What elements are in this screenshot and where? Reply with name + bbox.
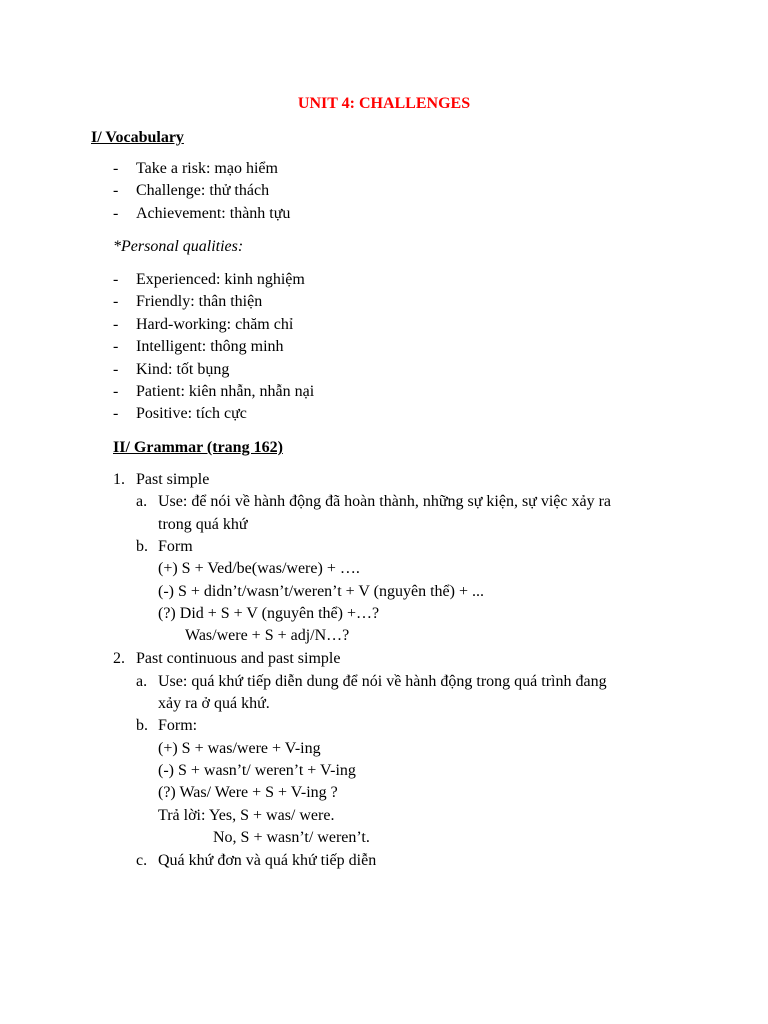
qualities-list (113, 269, 314, 426)
list-item (113, 158, 290, 180)
quality-item: Intelligent: thông minh (136, 338, 284, 356)
list-dash: - (113, 315, 119, 333)
quality-item: Patient: kiên nhẫn, nhẫn nại (136, 382, 315, 400)
list-dash: - (113, 204, 119, 222)
list-dash: - (113, 405, 119, 423)
list-item (113, 336, 314, 358)
grammar-line: Quá khứ đơn và quá khứ tiếp diễn (158, 852, 377, 869)
list-dash: - (113, 360, 119, 378)
part-letter: c. (136, 852, 148, 869)
section-number: 1. (113, 471, 125, 488)
list-item (113, 381, 314, 403)
grammar-line: (-) S + didn’t/wasn’t/weren’t + V (nguyên thể) + ... (158, 583, 484, 600)
section-number: 2. (113, 650, 125, 667)
vocabulary-item: Achievement: thành tựu (136, 204, 291, 222)
list-dash: - (113, 182, 119, 200)
part-letter: a. (136, 673, 148, 690)
grammar-line: No, S + wasn’t/ weren’t. (213, 829, 370, 846)
grammar-line: Use: để nói về hành động đã hoàn thành, những sự kiện, sự việc xảy ra (158, 493, 612, 510)
list-item (113, 359, 314, 381)
list-dash: - (113, 293, 119, 311)
grammar-line: Trả lời: Yes, S + was/ were. (158, 807, 335, 824)
list-dash: - (113, 382, 119, 400)
grammar-line: Was/were + S + adj/N…? (185, 627, 350, 644)
grammar-heading: II/ Grammar (trang 162) (113, 439, 283, 456)
grammar-line: (?) Was/ Were + S + V-ing ? (158, 784, 338, 801)
vocabulary-item: Challenge: thử thách (136, 182, 270, 200)
personal-qualities-label: *Personal qualities: (113, 238, 244, 255)
grammar-line: (+) S + was/were + V-ing (158, 740, 321, 757)
list-item (113, 269, 314, 291)
list-dash: - (113, 160, 119, 177)
part-letter: b. (136, 538, 148, 555)
quality-item: Kind: tốt bụng (136, 360, 230, 378)
list-item (113, 314, 314, 336)
section-title: Past simple (136, 471, 210, 488)
list-dash: - (113, 271, 119, 288)
grammar-line: trong quá khứ (158, 516, 248, 533)
list-item (113, 180, 290, 202)
quality-item: Experienced: kinh nghiệm (136, 271, 305, 288)
grammar-line: Use: quá khứ tiếp diễn dung để nói về hành động trong quá trình đang (158, 673, 607, 690)
grammar-line: (+) S + Ved/be(was/were) + …. (158, 560, 360, 577)
quality-item: Hard-working: chăm chỉ (136, 315, 294, 333)
list-item (113, 203, 290, 225)
vocabulary-list (113, 158, 290, 225)
section-title: Past continuous and past simple (136, 650, 341, 667)
list-item (113, 403, 314, 425)
grammar-line: (?) Did + S + V (nguyên thể) +…? (158, 605, 380, 622)
grammar-line: (-) S + wasn’t/ weren’t + V-ing (158, 762, 356, 779)
page-title: UNIT 4: CHALLENGES (297, 95, 471, 112)
grammar-line: Form (158, 538, 193, 555)
vocabulary-item: Take a risk: mạo hiểm (136, 160, 278, 177)
list-item (113, 291, 314, 313)
quality-item: Friendly: thân thiện (136, 293, 263, 311)
part-letter: b. (136, 717, 148, 734)
list-dash: - (113, 338, 119, 356)
vocabulary-heading: I/ Vocabulary (91, 129, 184, 146)
quality-item: Positive: tích cực (136, 405, 247, 423)
grammar-line: xảy ra ở quá khứ. (158, 695, 270, 712)
grammar-line: Form: (158, 717, 198, 734)
part-letter: a. (136, 493, 148, 510)
